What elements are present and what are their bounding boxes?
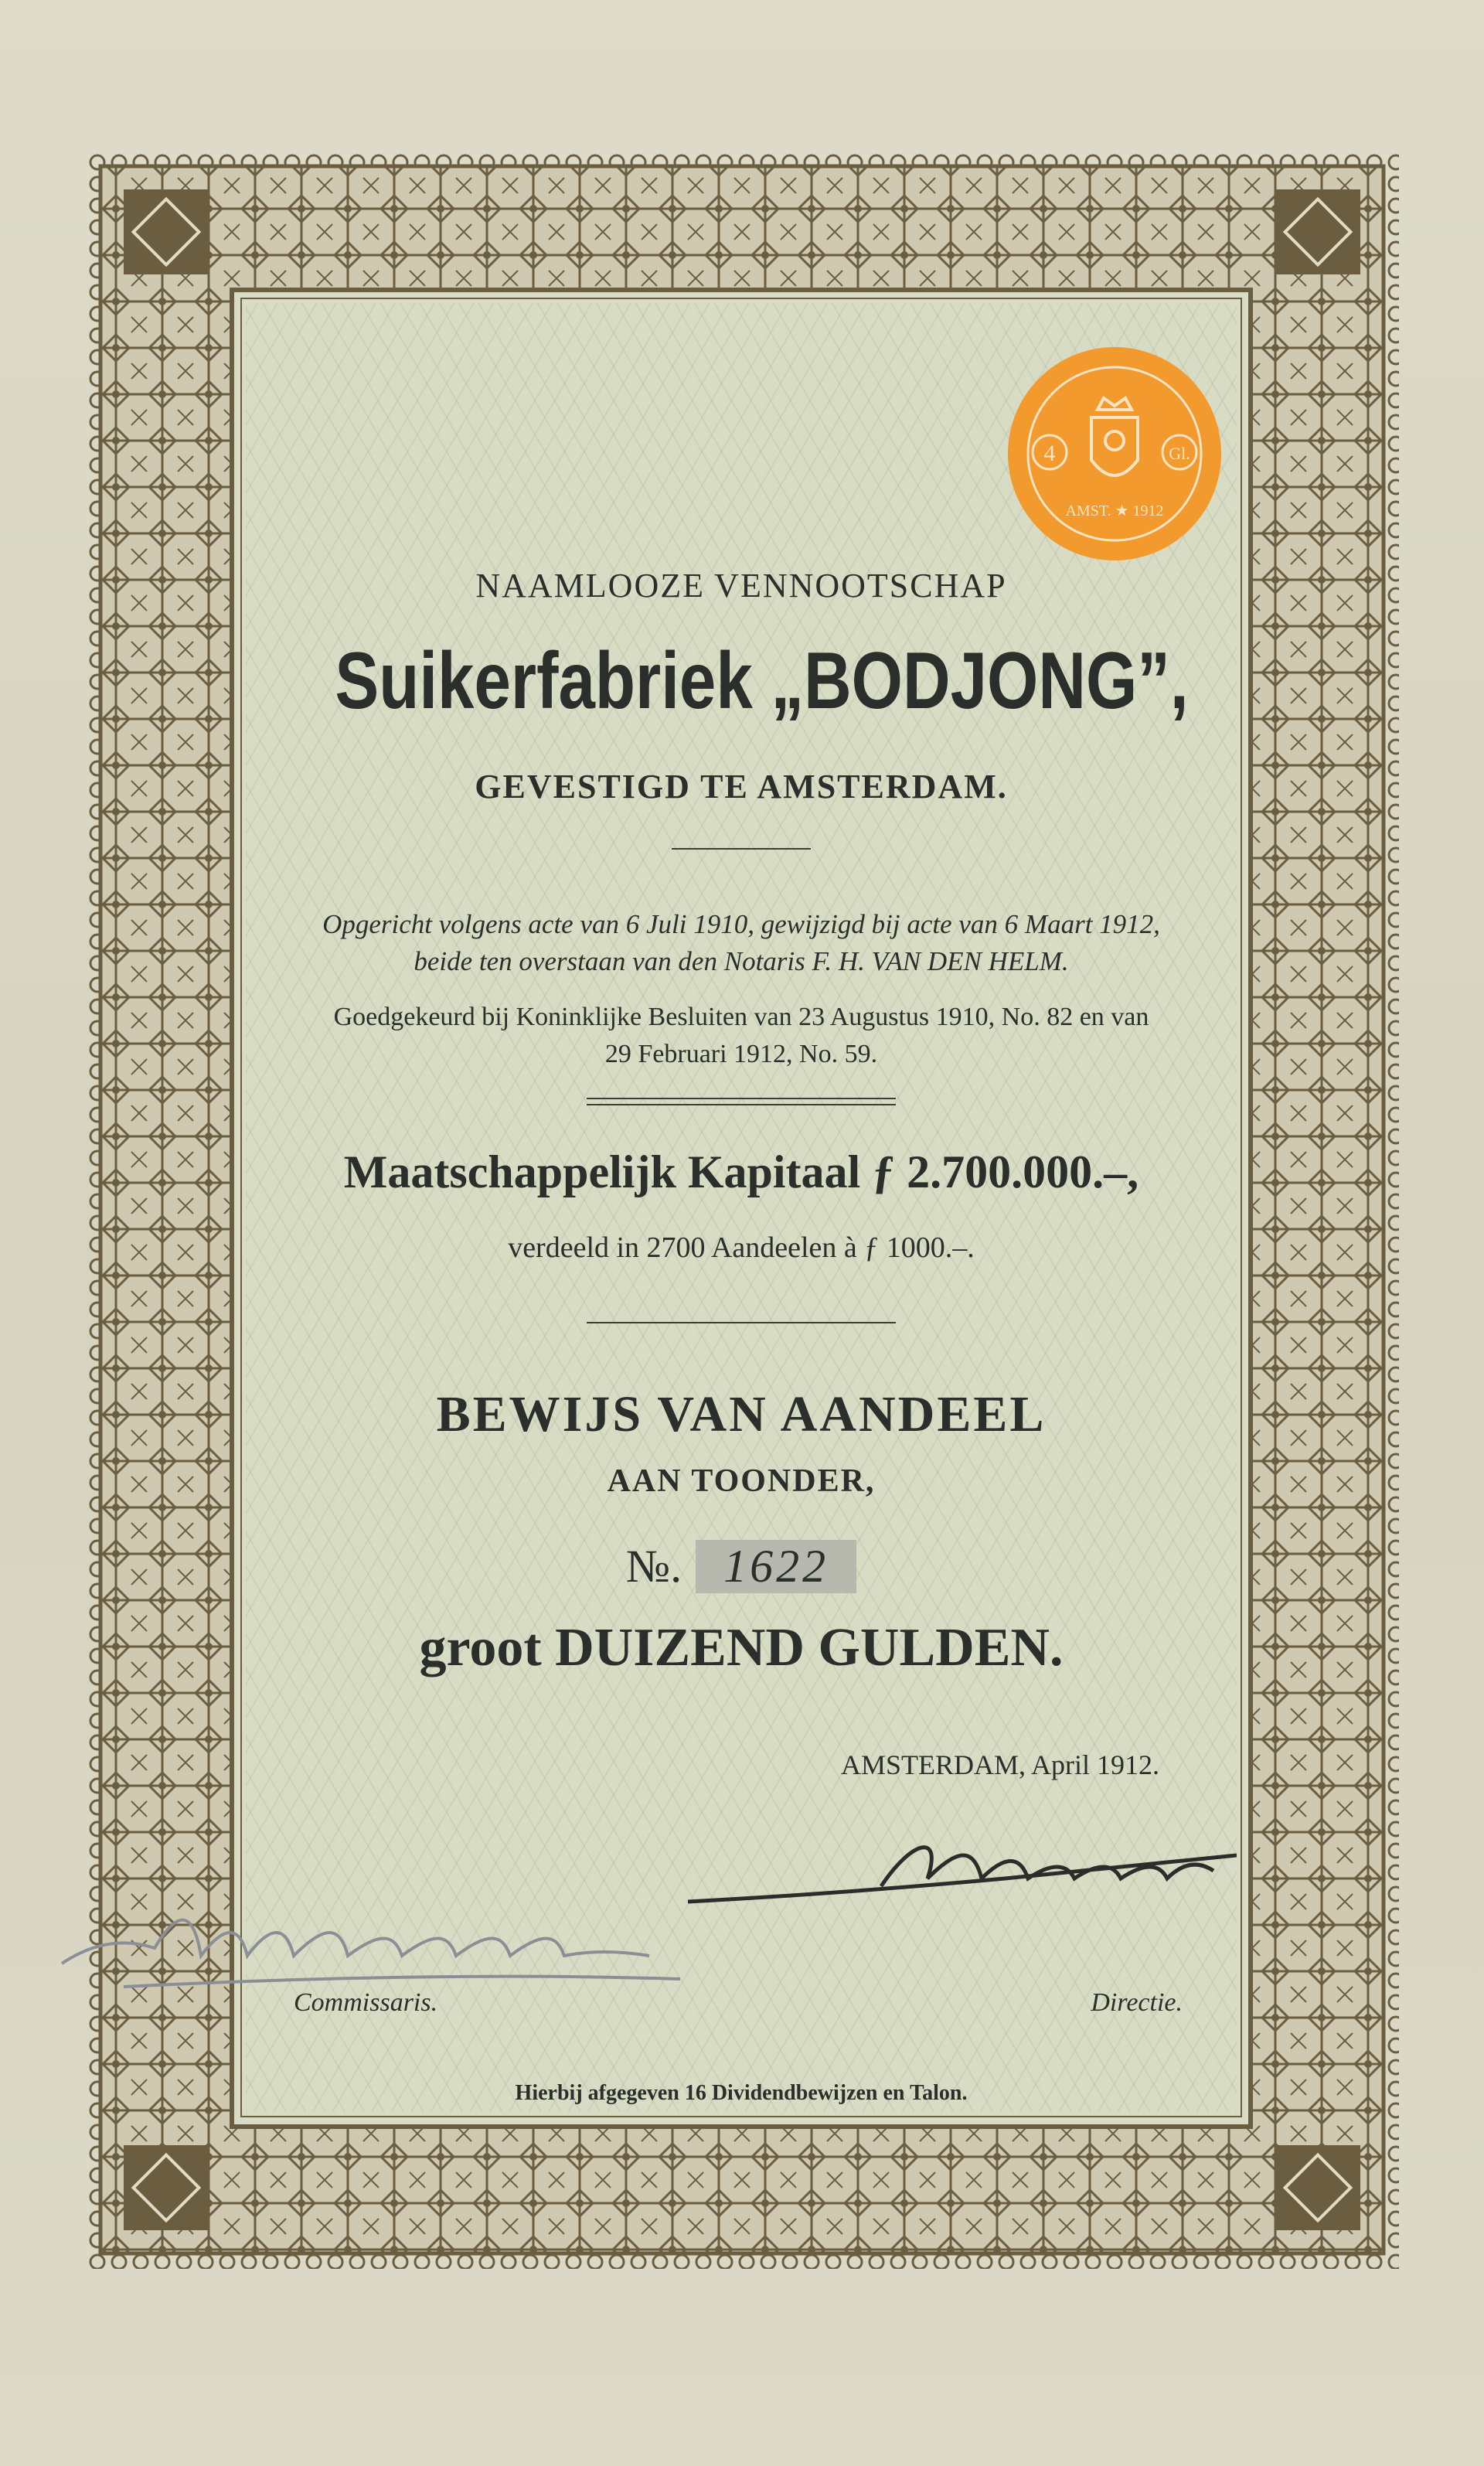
approval-line-2: 29 Februari 1912, No. 59. bbox=[604, 1040, 878, 1068]
divider bbox=[587, 1104, 896, 1105]
place-date: AMSTERDAM, April 1912. bbox=[840, 1749, 1159, 1780]
commissaris-signature bbox=[46, 1886, 727, 1994]
commissaris-label: Commissaris. bbox=[294, 1988, 438, 2017]
certificate-number-row bbox=[246, 1540, 1237, 1593]
company-seat: GEVESTIGD TE AMSTERDAM. bbox=[475, 768, 1008, 806]
share-capital: Maatschappelijk Kapitaal ƒ 2.700.000.–, bbox=[343, 1146, 1139, 1197]
founding-line-2: beide ten overstaan van den Notaris F. H. VAN DEN HELM. bbox=[414, 946, 1069, 976]
share-division: verdeeld in 2700 Aandeelen à ƒ 1000.–. bbox=[508, 1231, 975, 1264]
directie-signature bbox=[680, 1824, 1237, 1925]
stamp-value: 4 bbox=[1043, 441, 1056, 466]
company-name: Suikerfabriek „BODJONG”, bbox=[335, 636, 1189, 726]
company-type: NAAMLOOZE VENNOOTSCHAP bbox=[475, 567, 1007, 605]
share-amount: groot DUIZEND GULDEN. bbox=[419, 1618, 1064, 1677]
approval-line-1: Goedgekeurd bij Koninklijke Besluiten van 23 Augustus 1910, No. 82 en van bbox=[333, 1003, 1149, 1031]
directie-label: Directie. bbox=[1091, 1988, 1183, 2017]
divider bbox=[587, 1098, 896, 1099]
certificate-title: BEWIJS VAN AANDEEL bbox=[436, 1386, 1047, 1442]
certificate-number: 1622 bbox=[696, 1540, 856, 1593]
approval-text bbox=[246, 999, 1237, 1073]
stamp-text: AMST. ★ 1912 bbox=[1065, 502, 1164, 519]
stamp-unit: Gl. bbox=[1169, 444, 1190, 463]
ornament-divider bbox=[587, 1322, 896, 1323]
dividend-note: Hierbij afgegeven 16 Dividendbewijzen en Talon. bbox=[515, 2081, 968, 2105]
bearer-label: AAN TOONDER, bbox=[607, 1463, 876, 1499]
tax-stamp bbox=[1005, 344, 1225, 564]
divider bbox=[672, 848, 811, 850]
founding-text bbox=[246, 906, 1237, 980]
number-prefix: №. bbox=[625, 1541, 682, 1592]
founding-line-1: Opgericht volgens acte van 6 Juli 1910, gewijzigd bij acte van 6 Maart 1912, bbox=[322, 909, 1160, 939]
